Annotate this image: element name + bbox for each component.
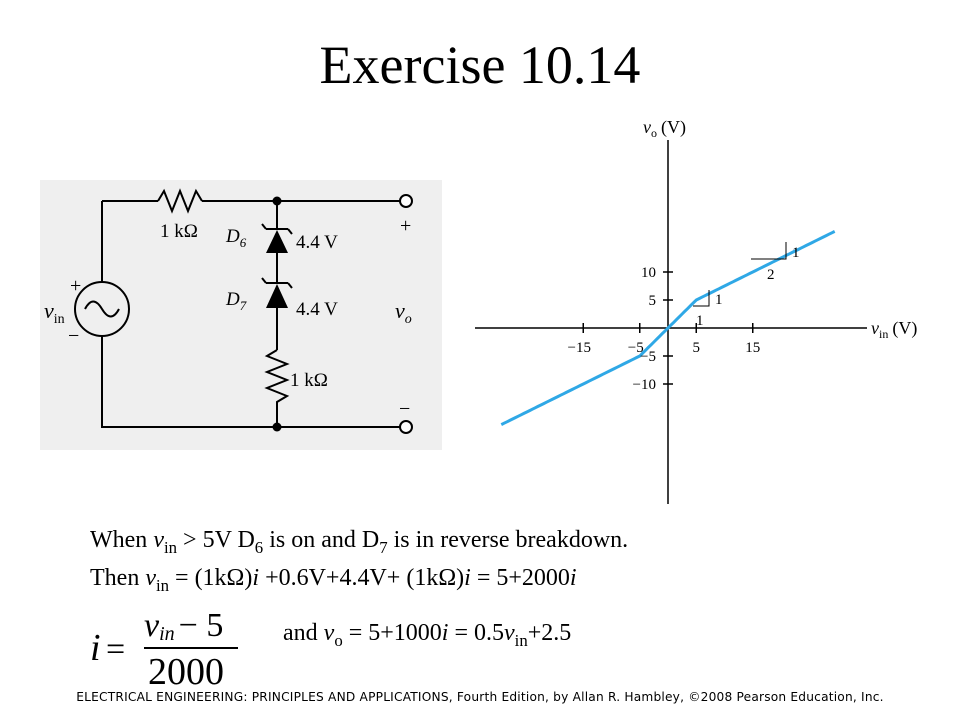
output-equation: and $v_o = 5+1000i = 0.5v_{in}+2.5$ [283,620,572,650]
source-minus: − [68,325,80,347]
explanation-line-1: When $v_{in} > 5V$ $D_6$ is on and $D_7$ is in reverse breakdown. [90,527,629,557]
copyright-footer: ELECTRICAL ENGINEERING: PRINCIPLES AND APPLICATIONS, Fourth Edition, by Allan R. Hambley, ©2008 Pearson Education, Inc. [76,690,884,704]
slope-small-run: 1 [696,313,704,329]
slope-small-rise: 1 [715,292,723,308]
fraction-numerator: vin − 5 [144,607,224,645]
current-fraction-equation [88,604,248,688]
output-plus: + [400,215,412,237]
node-dot-bottom [273,423,282,432]
output-label: $v_o$ [395,298,412,327]
y-tick-label: −10 [632,377,656,393]
x-axis-label: $v_{in}$ (V) [871,318,918,341]
explanation-line-2: Then $v_{in} = (1k\Omega)i +0.6V+4.4V+ (1k\Omega)i = 5+2000i$ [90,565,577,595]
x-tick-label: 5 [692,340,700,356]
wire-bottom [102,336,400,427]
circuit-diagram [40,180,442,450]
resistor-top-label: 1 kΩ [160,221,198,242]
d7-label: $D_7$ [226,289,247,313]
x-tick-label: −15 [567,340,591,356]
plot-svg [455,112,935,510]
slope-large-rise: 1 [792,245,800,261]
resistor-top [158,191,202,211]
node-dot-top [273,197,282,206]
transfer-characteristic-plot [455,112,935,510]
resistor-bottom-label: 1 kΩ [290,370,328,391]
y-tick-label: −5 [640,349,656,365]
x-tick-label: −5 [627,340,644,356]
x-tick-label: 15 [745,340,761,356]
output-terminal-top [400,195,412,207]
d6-triangle-icon [266,230,288,253]
d7-triangle-icon [266,284,288,308]
d6-label: $D_6$ [226,226,247,250]
fraction-equals: = [106,631,126,668]
fraction-i: i [90,627,101,669]
fraction-denominator: 2000 [148,651,224,688]
d7-voltage: 4.4 V [296,299,338,320]
slope-large-run: 2 [767,267,775,283]
d6-voltage: 4.4 V [296,232,338,253]
source-plus: + [70,275,82,297]
resistor-bottom [267,350,287,427]
slide-title: Exercise 10.14 [319,35,641,95]
sine-icon [85,302,119,317]
fraction-svg [88,604,248,688]
source-label: $v_{in}$ [44,298,65,327]
y-axis-label: $v_o$ (V) [643,117,686,140]
output-terminal-bottom [400,421,412,433]
y-tick-label: 10 [641,265,656,281]
y-tick-label: 5 [648,293,656,309]
circuit-svg [40,180,442,450]
output-minus: − [399,398,411,420]
